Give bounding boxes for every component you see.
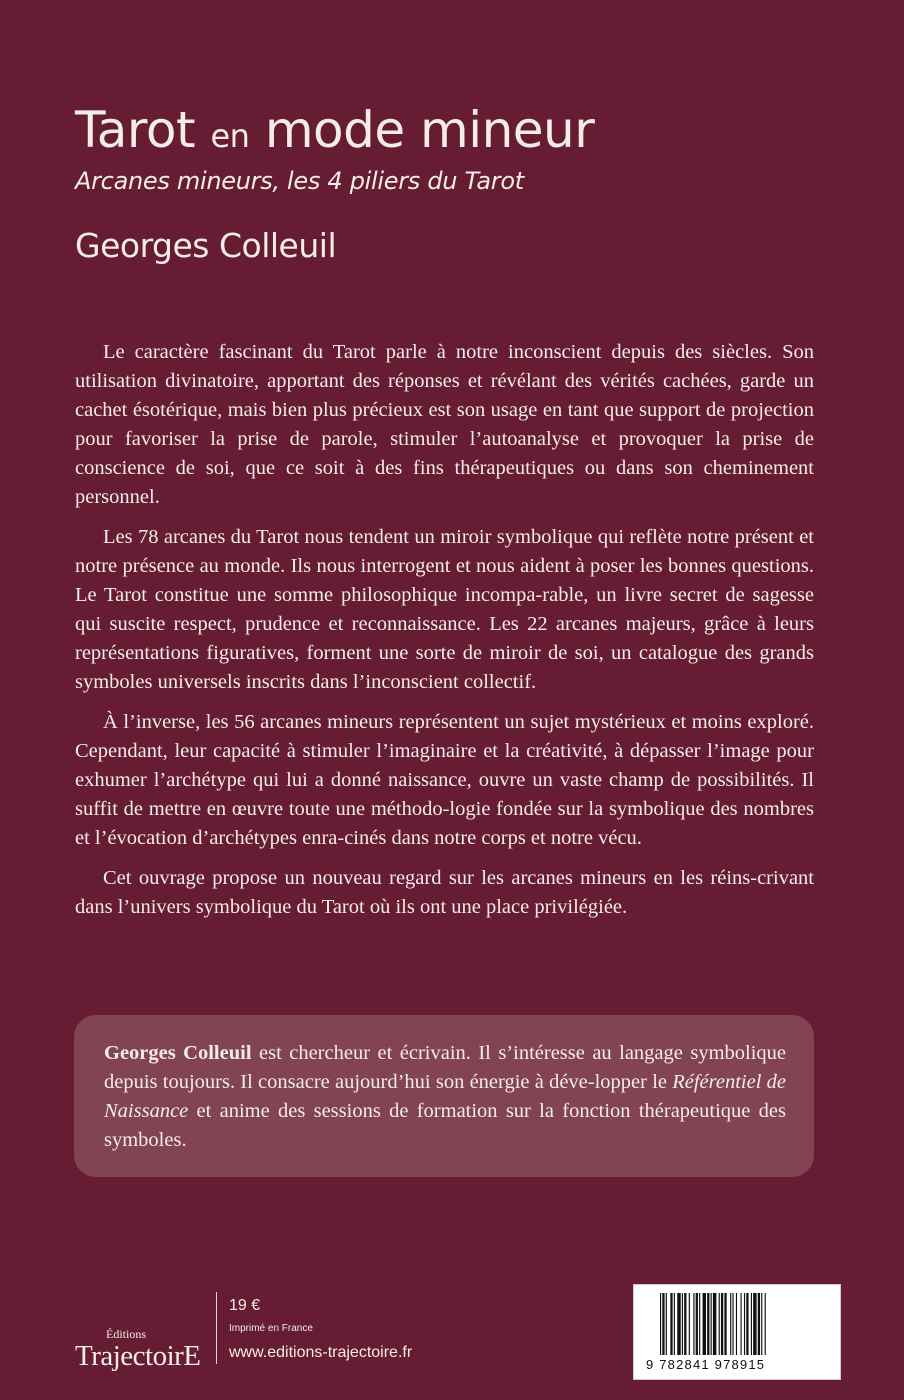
blurb-paragraph-4: Cet ouvrage propose un nouveau regard sur les arcanes mineurs en les réins-crivant dans l’univers symbolique du Tarot où ils ont une place privilégiée. [75,867,814,918]
isbn-number: 9 782841 978915 [646,1357,766,1372]
barcode-bar [761,1293,762,1355]
barcode-bar [724,1293,726,1355]
barcode-bar [744,1293,745,1355]
author-bio-box [74,1015,814,1177]
barcode-bar [721,1293,723,1355]
barcode-bar [719,1293,720,1355]
blurb-paragraph-2: Les 78 arcanes du Tarot nous tendent un miroir symbolique qui reflète notre présent et notre présence au monde. Ils nous interrogent et nous aident à poser les bonnes questions. Le Tarot constitue une somme philosophique incompa-rable, un livre secret de sagesse qui suscite respect, prudence et reconnaissance. Les 22 arcanes majeurs, grâce à leurs représentations figuratives, forment une sorte de miroir de soi, un catalogue des grands symboles universels inscrits dans l’inconscient collectif. [75,526,814,693]
barcode-bar [666,1293,667,1355]
barcode-bar [707,1293,709,1355]
barcode-bar [660,1293,661,1355]
barcode-bar [753,1293,756,1355]
publisher-name: TrajectoirE [75,1340,201,1372]
blurb [75,338,814,933]
bio-text-2: et anime des sessions de formation sur la fonction thérapeutique des symboles. [104,1100,786,1151]
book-author: Georges Colleuil [75,226,337,265]
publisher-logo [72,1320,201,1372]
book-title [75,100,594,166]
barcode-bar [696,1293,698,1355]
barcode-bar [689,1293,690,1355]
blurb-paragraph-3: À l’inverse, les 56 arcanes mineurs représentent un sujet mystérieux et moins exploré. Cependant, leur capacité à stimuler l’imaginaire et la créativité, à dépasser l’image pour exhumer l’archétype qui lui a donné naissance, ouvre un vaste champ de possibilités. Il suffit de mettre en œuvre toute une méthodo-logie fondée sur la symbolique des nombres et l’évocation d’archétypes enra-cinés dans notre corps et notre vécu. [75,711,814,849]
barcode-bar [677,1293,680,1355]
title-part-1: Tarot [75,101,211,159]
barcode-bar [736,1293,737,1355]
barcode-bar [758,1293,760,1355]
barcode-bar [682,1293,683,1355]
barcode-bar [711,1293,712,1355]
footer-divider [216,1292,217,1364]
barcode-bar [662,1293,664,1355]
barcode-bar [730,1293,731,1355]
printed-in: Imprimé en France [229,1323,313,1334]
bio-text-1: est chercheur et écrivain. Il s’intéresse au langage symbolique depuis toujours. Il consacre aujourd’hui son énergie à déve-lopper le [104,1042,786,1093]
barcode-bar [765,1293,766,1355]
barcode-bar [674,1293,675,1355]
barcode [633,1284,841,1380]
barcode-bar [751,1293,752,1355]
barcode-bar [713,1293,716,1355]
bio-italic-title: Référentiel de Naissance [104,1071,786,1122]
blurb-paragraph-1: Le caractère fascinant du Tarot parle à notre inconscient depuis des siècles. Son utilisation divinatoire, apportant des réponses et révélant des vérités cachées, garde un cachet ésotérique, mais bien plus précieux est son usage en tant que support de projection pour favoriser la prise de parole, stimuler l’autoanalyse et provoquer la prise de conscience de soi, que ce soit à des fins thérapeutiques ou dans son cheminement personnel. [75,341,814,508]
barcode-bar [703,1293,706,1355]
title-small-word: en [210,117,250,155]
barcode-bar [693,1293,694,1355]
publisher-website: www.editions-trajectoire.fr [229,1344,413,1361]
bio-author-name: Georges Colleuil [104,1042,252,1064]
barcode-bar [746,1293,748,1355]
publisher-editions-label: Éditions [106,1327,147,1341]
price: 19 € [229,1297,261,1314]
title-part-2: mode mineur [249,101,595,159]
barcode-bar [741,1293,742,1355]
book-subtitle: Arcanes mineurs, les 4 piliers du Tarot [75,167,524,195]
barcode-bar [670,1293,672,1355]
barcode-bar [732,1293,733,1355]
barcode-bar [699,1293,700,1355]
barcode-bar [684,1293,686,1355]
